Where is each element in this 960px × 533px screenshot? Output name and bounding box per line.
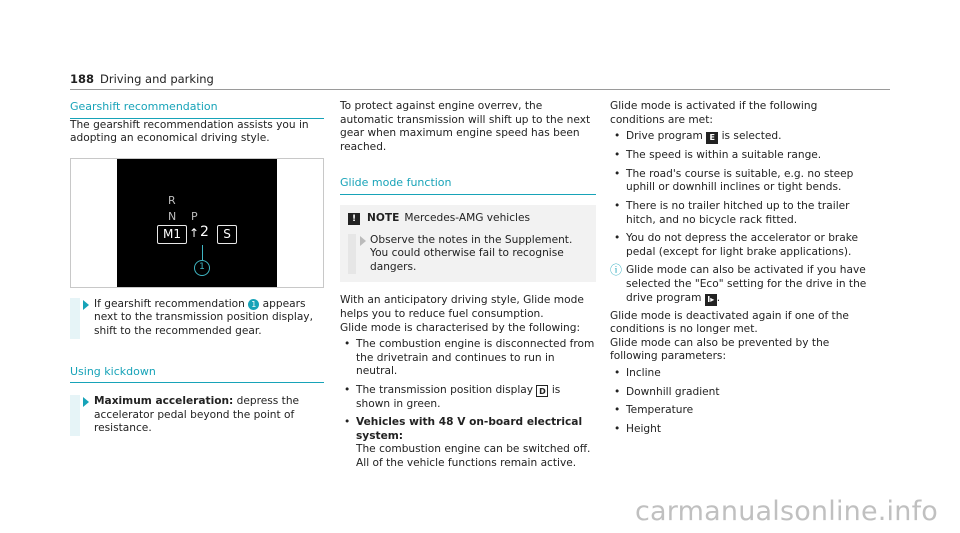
callout-line: [202, 245, 203, 261]
glide-p1: With an anticipatory driving style, Glide mode helps you to reduce fuel consumption.: [340, 294, 584, 320]
instruction-bar: [70, 298, 80, 339]
instrument-display: [117, 159, 277, 287]
upshift-arrow-icon: ↑: [189, 225, 200, 240]
page-header: [70, 73, 214, 87]
page-number: 188: [70, 72, 95, 86]
params-list: [610, 367, 870, 436]
note-box: [340, 205, 596, 282]
note-header: [348, 212, 588, 226]
watermark: carmanualsonline.info: [635, 496, 938, 528]
list-item: [610, 200, 870, 227]
list-item: [610, 386, 870, 400]
kickdown-text: depress the accelerator pedal beyond the point of resistance.: [94, 395, 300, 435]
kickdown-label: Maximum acceleration:: [94, 395, 234, 408]
note-text: Observe the notes in the Supplement. You could otherwise fail to recognise dangers.: [370, 233, 573, 273]
note-bar: [348, 234, 356, 275]
list-item: [610, 149, 870, 163]
gear-r: R: [168, 193, 176, 207]
bullet-text: The road's course is suitable, e.g. no steep uphill or downhill inclines or tight bends.: [626, 167, 854, 194]
eco-program-icon: E: [706, 132, 718, 144]
instruction-text-pre: If gearshift recommendation: [94, 297, 245, 310]
instruction-arrow-icon: [83, 300, 89, 310]
column-middle: [340, 100, 596, 475]
list-item: [340, 338, 596, 379]
bullet-text: The combustion engine is disconnected from the drivetrain and continues to run in neutral.: [356, 338, 595, 378]
tip-text-end: .: [716, 291, 721, 304]
list-item: [610, 404, 870, 418]
tip-text: Glide mode can also be activated if you have selected the "Eco" setting for the drive in the drive program: [626, 264, 867, 304]
bullet-text: is shown in green.: [356, 383, 561, 410]
recommended-gear: 2: [200, 223, 209, 240]
gearshift-figure: [70, 158, 324, 288]
note-heading: Mercedes-AMG vehicles: [404, 211, 531, 224]
bullet-text: There is no trailer hitched up to the trailer hitch, and no bicycle rack fitted.: [626, 199, 850, 226]
callout-ref-1: 1: [248, 299, 259, 310]
section-title: Driving and parking: [100, 72, 214, 86]
gear-s-box: S: [217, 225, 237, 244]
bullet-text: Temperature: [626, 404, 694, 417]
glide-p2: Glide mode is characterised by the following:: [340, 321, 581, 334]
list-item: [610, 367, 870, 381]
instruction-text-post: appears next to the transmission position display, shift to the recommended gear.: [94, 297, 313, 337]
glide-heading: Glide mode function: [340, 176, 596, 195]
prevented-text: Glide mode can also be prevented by the following parameters:: [610, 336, 830, 363]
note-body: [348, 234, 588, 275]
list-item: [610, 232, 870, 259]
bullet-text: The combustion engine can be switched off. All of the vehicle functions remain active.: [356, 443, 591, 469]
gearshift-heading: Gearshift recommendation: [70, 100, 324, 119]
protect-text: To protect against engine overrev, the automatic transmission will shift up to the next gear when maximum engine speed has been reached.: [340, 100, 591, 153]
gear-n: N: [168, 209, 177, 223]
individual-program-icon: I▸: [705, 294, 717, 306]
list-item: [610, 423, 870, 437]
list-item: [340, 384, 596, 411]
gear-p: P: [191, 209, 198, 223]
header-divider: [70, 89, 890, 90]
bullet-text: You do not depress the accelerator or brake pedal (except for light brake applications).: [626, 232, 859, 258]
note-arrow-icon: [360, 236, 366, 246]
list-item: [610, 168, 870, 195]
deactivated-text: Glide mode is deactivated again if one of the conditions is no longer met.: [610, 309, 849, 336]
kickdown-heading: Using kickdown: [70, 365, 324, 384]
list-item: [610, 130, 870, 144]
instruction-arrow-icon: [83, 397, 89, 407]
note-label: NOTE: [367, 211, 400, 224]
column-left: [70, 100, 324, 436]
bullet-text: Height: [626, 422, 662, 435]
bullet-label: Vehicles with 48 V on-board electrical system:: [356, 416, 583, 442]
instruction-bar: [70, 395, 80, 436]
d-position-icon: D: [536, 385, 548, 397]
glide-bullets: [340, 338, 596, 470]
bullet-text: Downhill gradient: [626, 385, 720, 398]
gearshift-intro: The gearshift recommendation assists you in adopting an economical driving style.: [70, 118, 309, 145]
bullet-text: Drive program: [626, 130, 703, 143]
tip: [610, 264, 870, 305]
gearshift-instruction: [70, 298, 324, 339]
bullet-text: The transmission position display: [356, 383, 534, 396]
conditions-intro: Glide mode is activated if the following conditions are met:: [610, 100, 818, 126]
list-item: [340, 416, 596, 470]
conditions-list: [610, 130, 870, 259]
kickdown-instruction: [70, 395, 324, 436]
bullet-text: is selected.: [721, 130, 782, 143]
gear-m1-box: M1: [157, 225, 187, 244]
bullet-text: Incline: [626, 366, 661, 379]
callout-1: 1: [194, 260, 210, 276]
bullet-text: The speed is within a suitable range.: [626, 149, 822, 162]
warning-icon: !: [348, 213, 360, 225]
info-icon: ⓘ: [610, 263, 623, 278]
column-right: [610, 100, 870, 441]
